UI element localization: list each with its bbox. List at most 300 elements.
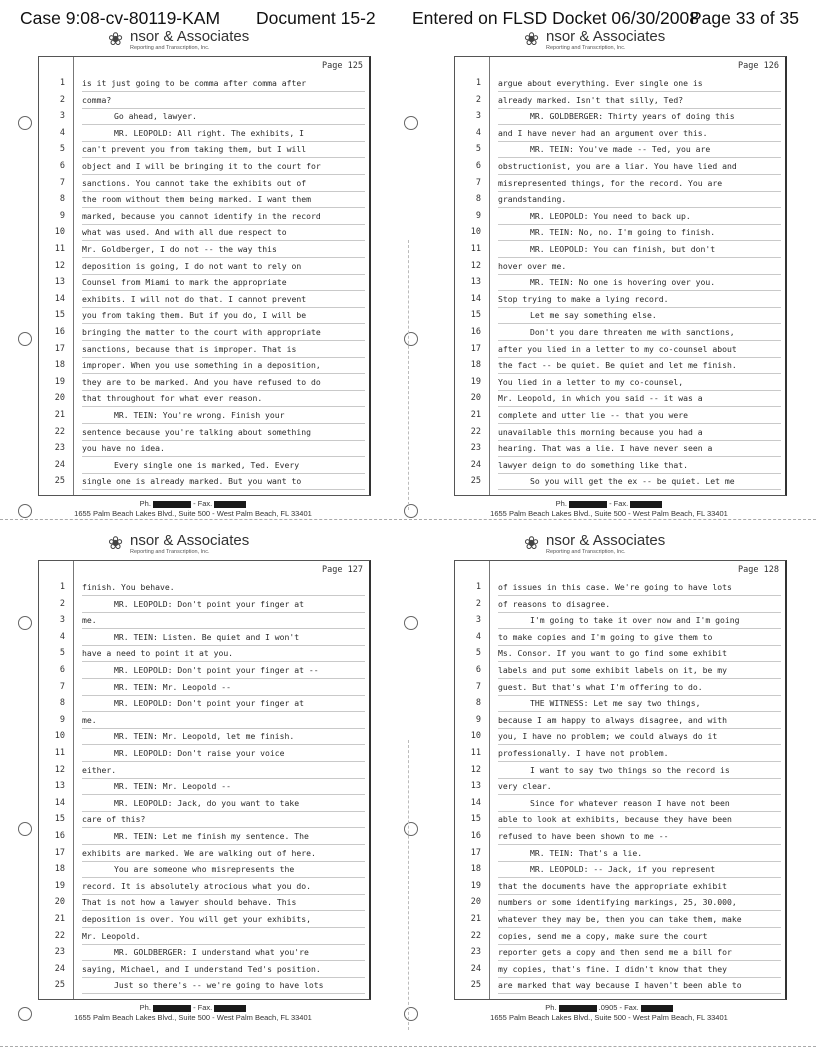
line-text: Let me say something else. [530, 310, 657, 321]
line-number: 24 [470, 459, 481, 470]
line-number: 23 [54, 443, 65, 454]
line-number: 6 [475, 665, 481, 675]
transcript-line [39, 680, 369, 696]
transcript-line [455, 159, 785, 175]
punch-hole [18, 504, 32, 518]
transcript-line [455, 225, 785, 241]
line-number: 6 [475, 161, 481, 171]
line-text: numbers or some identifying markings, 25, 30.000, [498, 897, 737, 908]
line-number: 10 [54, 227, 65, 238]
reporter-footer [8, 499, 378, 519]
line-text: the room without them being marked. I want them [82, 194, 312, 205]
reporter-address: 1655 Palm Beach Lakes Blvd., Suite 500 - West Palm Beach, FL 33401 [490, 509, 728, 518]
transcript-line [39, 408, 369, 424]
punch-hole [404, 332, 418, 346]
line-text: my copies, that's fine. I didn't know that they [498, 963, 728, 974]
reporter-logo [524, 30, 744, 56]
transcript-box [38, 56, 371, 496]
line-number: 24 [470, 963, 481, 974]
transcript-line [39, 613, 369, 629]
line-text: either. [82, 764, 117, 775]
logo-tagline: Reporting and Transcription, Inc. [130, 549, 210, 555]
line-text: MR. TEIN: No one is hovering over you. [530, 277, 716, 288]
reporter-logo [524, 534, 744, 560]
line-number: 21 [54, 410, 65, 420]
line-text: MR. TEIN: You've made -- Ted, you are [530, 144, 711, 155]
line-number: 12 [470, 764, 481, 775]
ruled-line [82, 993, 365, 994]
line-text: Counsel from Miami to mark the appropriate [82, 277, 287, 288]
line-number: 4 [475, 631, 481, 642]
line-number: 21 [470, 410, 481, 420]
line-text: THE WITNESS: Let me say two things, [530, 698, 701, 709]
line-text: of reasons to disagree. [498, 598, 611, 609]
transcript-line [455, 779, 785, 795]
line-text: very clear. [498, 781, 552, 792]
redaction-bar [153, 501, 191, 508]
transcript-line [39, 630, 369, 646]
line-number: 7 [475, 681, 481, 692]
transcript-line [455, 846, 785, 862]
line-text: record. It is absolutely atrocious what you do. [82, 880, 312, 891]
line-number: 21 [54, 914, 65, 924]
transcript-line [39, 275, 369, 291]
logo-tagline: Reporting and Transcription, Inc. [546, 549, 626, 555]
line-number: 16 [470, 327, 481, 337]
transcript-page-125 [8, 28, 378, 529]
transcript-box [454, 560, 787, 1000]
line-number: 14 [470, 293, 481, 304]
document-number: Document 15-2 [256, 8, 376, 28]
transcript-line [455, 308, 785, 324]
line-text: to make copies and I'm going to give them to [498, 631, 713, 642]
line-text: MR. LEOPOLD: Don't point your finger at [114, 598, 305, 609]
redaction-bar [630, 501, 662, 508]
line-text: lawyer deign to do something like that. [498, 459, 689, 470]
transcript-line [455, 895, 785, 911]
line-number: 8 [475, 194, 481, 205]
transcript-line [455, 76, 785, 92]
line-text: me. [82, 714, 97, 725]
transcript-line [455, 425, 785, 441]
fax-label: - Fax. [609, 499, 629, 508]
logo-name: nsor & Associates [546, 532, 666, 549]
transcript-line [39, 945, 369, 961]
line-number: 18 [470, 360, 481, 371]
transcript-line [455, 176, 785, 192]
line-text: MR. GOLDBERGER: Thirty years of doing this [530, 111, 735, 122]
transcript-line [455, 93, 785, 109]
line-number: 2 [59, 598, 65, 609]
transcript-line [455, 613, 785, 629]
transcript-line [455, 879, 785, 895]
line-text: deposition is over. You will get your exhibits, [82, 914, 312, 924]
line-number: 4 [59, 631, 65, 642]
transcript-line [455, 696, 785, 712]
line-text: That is not how a lawyer should behave. This [82, 897, 297, 908]
transcript-line [39, 375, 369, 391]
line-number: 11 [470, 748, 481, 758]
line-number: 6 [59, 161, 65, 171]
transcript-line [455, 375, 785, 391]
line-number: 12 [470, 260, 481, 271]
line-number: 5 [59, 144, 65, 155]
transcript-line [39, 209, 369, 225]
line-number: 6 [59, 665, 65, 675]
line-number: 1 [59, 582, 65, 592]
line-text: obstructionist, you are a liar. You have lied and [498, 161, 737, 171]
line-text: MR. LEOPOLD: Don't raise your voice [114, 748, 285, 758]
punch-hole [18, 616, 32, 630]
line-text: unavailable this morning because you had a [498, 426, 703, 437]
logo-name: nsor & Associates [130, 532, 250, 549]
transcript-line [39, 259, 369, 275]
line-number: 13 [54, 277, 65, 288]
line-text: MR. TEIN: Mr. Leopold -- [114, 781, 231, 792]
line-text: Just so there's -- we're going to have lots [114, 980, 324, 991]
line-number: 16 [54, 327, 65, 337]
page-label: Page 125 [322, 61, 363, 71]
reporter-address: 1655 Palm Beach Lakes Blvd., Suite 500 - West Palm Beach, FL 33401 [74, 509, 312, 518]
line-text: finish. You behave. [82, 582, 175, 592]
line-number: 9 [475, 210, 481, 221]
line-text: MR. LEOPOLD: Jack, do you want to take [114, 797, 300, 808]
logo-name: nsor & Associates [546, 28, 666, 45]
line-number: 4 [59, 127, 65, 138]
line-number: 13 [470, 277, 481, 288]
line-text: what was used. And with all due respect to [82, 227, 287, 238]
transcript-line [39, 142, 369, 158]
line-number: 3 [59, 615, 65, 626]
line-text: You are someone who misrepresents the [114, 864, 295, 875]
transcript-line [39, 225, 369, 241]
transcript-line [39, 912, 369, 928]
transcript-line [39, 696, 369, 712]
line-number: 7 [59, 177, 65, 188]
line-text: because I am happy to always disagree, and with [498, 714, 728, 725]
line-text: able to look at exhibits, because they have been [498, 814, 732, 825]
punch-hole [404, 1007, 418, 1021]
line-text: Every single one is marked, Ted. Every [114, 459, 300, 470]
line-number: 5 [475, 648, 481, 659]
line-text: Ms. Consor. If you want to go find some exhibit [498, 648, 728, 659]
line-number: 17 [470, 343, 481, 354]
line-number: 20 [470, 897, 481, 908]
transcript-line [39, 109, 369, 125]
line-number: 15 [54, 310, 65, 321]
transcript-page-126 [424, 28, 794, 529]
line-text: So you will get the ex -- be quiet. Let me [530, 476, 735, 487]
line-text: Mr. Goldberger, I do not -- the way this [82, 244, 277, 254]
line-text: me. [82, 615, 97, 626]
line-text: hearing. That was a lie. I have never seen a [498, 443, 713, 454]
reporter-address: 1655 Palm Beach Lakes Blvd., Suite 500 - West Palm Beach, FL 33401 [490, 1013, 728, 1022]
transcript-line [455, 441, 785, 457]
phone-label: Ph. [139, 499, 151, 508]
line-number: 25 [470, 980, 481, 991]
punch-hole [404, 116, 418, 130]
transcript-line [39, 746, 369, 762]
transcript-line [39, 325, 369, 341]
line-text: sentence because you're talking about something [82, 426, 312, 437]
transcript-line [39, 929, 369, 945]
line-number: 20 [470, 393, 481, 404]
transcript-box [454, 56, 787, 496]
transcript-line [39, 358, 369, 374]
line-text: MR. TEIN: Mr. Leopold, let me finish. [114, 731, 295, 742]
line-number: 2 [59, 94, 65, 105]
logo-emblem-icon: ❀ [524, 29, 540, 50]
line-text: MR. LEOPOLD: Don't point your finger at -- [114, 665, 319, 675]
line-number: 14 [54, 797, 65, 808]
reporter-footer [424, 1003, 794, 1023]
transcript-line [455, 646, 785, 662]
line-number: 10 [470, 731, 481, 742]
transcript-line [39, 292, 369, 308]
transcript-line [39, 962, 369, 978]
transcript-line [39, 763, 369, 779]
line-text: comma? [82, 94, 112, 105]
line-number: 25 [54, 980, 65, 991]
line-text: that throughout for what ever reason. [82, 393, 263, 404]
line-text: refused to have been shown to me -- [498, 831, 669, 841]
line-text: care of this? [82, 814, 146, 825]
line-number: 16 [54, 831, 65, 841]
transcript-line [455, 242, 785, 258]
transcript-line [455, 812, 785, 828]
line-text: that the documents have the appropriate exhibit [498, 880, 728, 891]
line-number: 22 [54, 930, 65, 941]
transcript-line [39, 93, 369, 109]
logo-tagline: Reporting and Transcription, Inc. [130, 45, 210, 51]
line-text: deposition is going, I do not want to rely on [82, 260, 302, 271]
phone-label: Ph. [545, 1003, 557, 1012]
line-number: 22 [54, 426, 65, 437]
line-text: MR. TEIN: Let me finish my sentence. The [114, 831, 309, 841]
transcript-line [39, 176, 369, 192]
line-number: 22 [470, 426, 481, 437]
line-text: grandstanding. [498, 194, 567, 205]
transcript-line [39, 458, 369, 474]
transcript-line [455, 192, 785, 208]
logo-emblem-icon: ❀ [108, 533, 124, 554]
line-number: 21 [470, 914, 481, 924]
line-number: 2 [475, 94, 481, 105]
transcript-line [455, 408, 785, 424]
contact-line [8, 1003, 378, 1013]
line-text: they are to be marked. And you have refused to do [82, 376, 321, 387]
line-number: 8 [59, 194, 65, 205]
line-text: you have no idea. [82, 443, 165, 454]
transcript-line [39, 192, 369, 208]
transcript-line [455, 713, 785, 729]
transcript-line [455, 929, 785, 945]
transcript-line [39, 580, 369, 596]
line-number: 11 [470, 244, 481, 254]
line-number: 20 [54, 897, 65, 908]
line-text: copies, send me a copy, make sure the court [498, 930, 708, 941]
redaction-bar [214, 1005, 246, 1012]
line-text: misrepresented things, for the record. You are [498, 177, 723, 188]
line-number: 1 [59, 78, 65, 88]
transcript-line [455, 763, 785, 779]
page-label: Page 128 [738, 565, 779, 575]
line-number: 1 [475, 582, 481, 592]
line-number: 1 [475, 78, 481, 88]
line-text: and I have never had an argument over this. [498, 127, 708, 138]
line-number: 3 [475, 615, 481, 626]
line-text: professionally. I have not problem. [498, 748, 669, 758]
transcript-line [39, 646, 369, 662]
line-text: exhibits. I will not do that. I cannot prevent [82, 293, 307, 304]
fax-label: - Fax. [193, 1003, 213, 1012]
transcript-line [455, 275, 785, 291]
line-number: 20 [54, 393, 65, 404]
line-text: after you lied in a letter to my co-counsel about [498, 343, 737, 354]
line-number: 2 [475, 598, 481, 609]
phone-label: Ph. [139, 1003, 151, 1012]
contact-line [8, 499, 378, 509]
line-number: 3 [475, 111, 481, 122]
ruled-line [498, 489, 781, 490]
line-text: sanctions. You cannot take the exhibits out of [82, 177, 307, 188]
line-number: 8 [59, 698, 65, 709]
line-text: exhibits are marked. We are walking out of here. [82, 847, 316, 858]
line-text: Don't you dare threaten me with sanctions, [530, 327, 735, 337]
line-text: MR. LEOPOLD: Don't point your finger at [114, 698, 305, 709]
transcript-line [455, 474, 785, 490]
transcript-line [455, 663, 785, 679]
transcript-line [455, 109, 785, 125]
line-text: sanctions, because that is improper. That is [82, 343, 297, 354]
line-number: 23 [54, 947, 65, 958]
line-number: 16 [470, 831, 481, 841]
line-text: MR. LEOPOLD: You need to back up. [530, 210, 691, 221]
transcript-line [39, 779, 369, 795]
transcript-line [39, 978, 369, 994]
line-text: Since for whatever reason I have not been [530, 797, 730, 808]
reporter-footer [8, 1003, 378, 1023]
transcript-line [39, 242, 369, 258]
cut-line [0, 519, 816, 520]
line-number: 9 [59, 210, 65, 221]
transcript-line [455, 962, 785, 978]
line-number: 14 [54, 293, 65, 304]
transcript-line [455, 325, 785, 341]
logo-emblem-icon: ❀ [524, 533, 540, 554]
fold-line [408, 240, 409, 510]
transcript-line [39, 391, 369, 407]
line-text: Mr. Leopold, in which you said -- it was a [498, 393, 703, 404]
transcript-line [39, 729, 369, 745]
transcript-line [39, 862, 369, 878]
line-number: 25 [54, 476, 65, 487]
punch-hole [18, 116, 32, 130]
line-text: have a need to point it at you. [82, 648, 234, 659]
line-text: argue about everything. Ever single one is [498, 78, 703, 88]
transcript-line [455, 746, 785, 762]
transcript-line [39, 308, 369, 324]
transcript-line [39, 342, 369, 358]
page-label: Page 126 [738, 61, 779, 71]
punch-hole [404, 616, 418, 630]
transcript-line [455, 796, 785, 812]
line-text: is it just going to be comma after comma after [82, 78, 307, 88]
line-text: MR. TEIN: Mr. Leopold -- [114, 681, 231, 692]
transcript-line [39, 597, 369, 613]
punch-hole [18, 822, 32, 836]
contact-line [424, 499, 794, 509]
line-text: MR. TEIN: You're wrong. Finish your [114, 410, 285, 420]
line-number: 12 [54, 260, 65, 271]
transcript-line [455, 680, 785, 696]
line-number: 8 [475, 698, 481, 709]
fax-label: - Fax. [193, 499, 213, 508]
transcript-page-128 [424, 532, 794, 1033]
line-number: 10 [470, 227, 481, 238]
line-text: MR. TEIN: No, no. I'm going to finish. [530, 227, 716, 238]
line-number: 13 [470, 781, 481, 792]
line-text: MR. TEIN: Listen. Be quiet and I won't [114, 631, 300, 642]
line-number: 4 [475, 127, 481, 138]
line-number: 24 [54, 459, 65, 470]
line-text: can't prevent you from taking them, but I will [82, 144, 307, 155]
transcript-line [455, 209, 785, 225]
line-text: marked, because you cannot identify in the record [82, 210, 321, 221]
line-number: 10 [54, 731, 65, 742]
fold-line [408, 740, 409, 1030]
punch-hole [18, 1007, 32, 1021]
line-text: you from taking them. But if you do, I will be [82, 310, 307, 321]
line-text: improper. When you use something in a deposition, [82, 360, 321, 371]
transcript-line [455, 729, 785, 745]
transcript-line [455, 292, 785, 308]
transcript-line [39, 76, 369, 92]
case-number: Case 9:08-cv-80119-KAM [20, 8, 221, 28]
cut-line [0, 1046, 816, 1047]
transcript-line [39, 829, 369, 845]
transcript-line [455, 391, 785, 407]
line-number: 13 [54, 781, 65, 792]
transcript-box [38, 560, 371, 1000]
transcript-line [39, 846, 369, 862]
line-number: 23 [470, 443, 481, 454]
line-number: 17 [54, 343, 65, 354]
punch-hole [404, 822, 418, 836]
redaction-bar [559, 1005, 597, 1012]
transcript-line [455, 580, 785, 596]
line-number: 24 [54, 963, 65, 974]
line-number: 19 [470, 880, 481, 891]
redaction-bar [569, 501, 607, 508]
line-text: are marked that way because I haven't been able to [498, 980, 742, 991]
punch-hole [18, 332, 32, 346]
reporter-address: 1655 Palm Beach Lakes Blvd., Suite 500 - West Palm Beach, FL 33401 [74, 1013, 312, 1022]
transcript-line [39, 663, 369, 679]
phone-label: Ph. [555, 499, 567, 508]
page-count: Page 33 of 35 [690, 8, 799, 28]
transcript-line [39, 159, 369, 175]
punch-hole [404, 504, 418, 518]
line-number: 17 [54, 847, 65, 858]
transcript-line [39, 425, 369, 441]
transcript-line [39, 713, 369, 729]
line-text: single one is already marked. But you want to [82, 476, 302, 487]
transcript-line [455, 945, 785, 961]
transcript-line [39, 879, 369, 895]
line-text: Go ahead, lawyer. [114, 111, 197, 122]
line-number: 7 [59, 681, 65, 692]
